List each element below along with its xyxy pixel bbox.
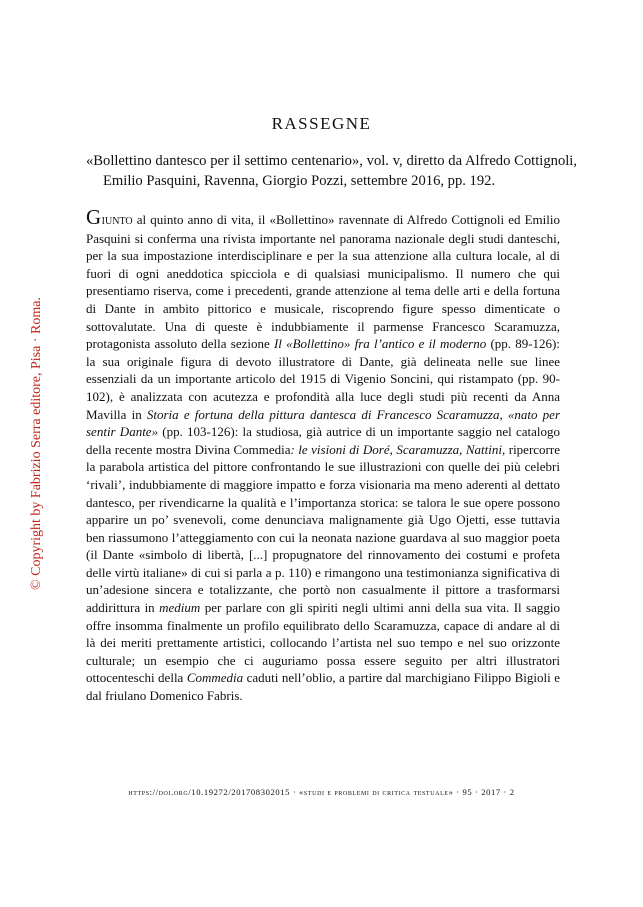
italic-run: Il «Bollettino» fra l’antico e il moderno [273,336,487,352]
section-title: RASSEGNE [271,114,372,133]
text-run: (pp. 89-126): la sua originale figura di devoto illustratore di Dante, già delineata nelle sue linee essenziali da un importante articolo del 1915 di Vigenio Soncini, qui ristampato (pp. 90-102), è analizzata con acutezza e profondità alla luce degli studi più recenti da Anna Mavilla in [86,336,560,422]
text-run: al quinto anno di vita, il «Bollettino» ravennate di Alfredo Cottignoli ed Emilio Pasquini si conferma una rivista importante nel panorama nazionale degli studi danteschi, per la sua impostazione interdisciplinare e per la sua attenzione alla cultura locale, al di fuori di ogni aneddotica spicciola e di qualsiasi municipalismo. Il numero che qui presentiamo riserva, come i precedenti, grande attenzione al tema delle arti e della fortuna di Dante in ambito pittorico e musicale, riscoprendo figure spesso dimenticate o sottovalutate. Una di queste è indubbiamente il parmense Francesco Scaramuzza, protagonista assoluto della sezione [86,212,560,352]
italic-run: Storia e fortuna della pittura dantesca di Francesco Scaramuzza, «nato per sentir Dante» [86,406,560,440]
copyright-watermark: © Copyright by Fabrizio Serra editore, Pisa · Roma. [29,297,44,590]
dropcap-rest: iunto [101,213,133,228]
text-run: caduti nell’oblio, a partire dal marchigiano Filippo Bigioli e dal friulano Domenico Fabris. [86,670,561,704]
text-run: (pp. 103-126): la studiosa, già autrice di un importante saggio nel catalogo della recente mostra Divina Commedia [86,424,560,457]
review-paragraph [86,205,561,705]
italic-run: : le visioni di Doré, Scaramuzza, Nattini [290,441,503,457]
page-footer: https://doi.org/10.19272/201708302015 · «studi e problemi di critica testuale» · 95 · 2017 · 2 [128,787,515,797]
text-run: per parlare con gli spiriti negli ultimi anni della sua vita. Il saggio offre insomma finalmente un profilo equilibrato dello Scaramuzza, capace di andare al di là dei meriti prettamente artistici, collocando l’artista nel suo tempo e nel suo orizzonte culturale; un esempio che ci auguriamo possa essere seguito per altri illustratori ottocenteschi della [86,600,560,686]
italic-run: Commedia [186,670,244,686]
dropcap-letter: G [86,205,102,229]
text-run: , ripercorre la parabola artistica del pittore confrontando le sue illustrazioni con quelle dei più celebri ‘rivali’, indubbiamente di maggiore impatto e forza visionaria ma meno aderenti al dettato dantesco, per rivendicarne la qualità e l’importanza storica: se talora le sue opere possono apparire un po’ svenevoli, come denunciava malignamente già Ugo Ojetti, esse tuttavia ben riassumono l’atteggiamento con cui la neonata nazione guardava al suo maggior poeta (il Dante «simbolo di libertà, [...] propugnatore del rinnovamento dei costumi e profeta delle virtù italiane» di cui si parla a p. 110) e rimangono una testimonianza significativa di un’adesione sincera e totalizzante, che portò non casualmente il pittore a trasformarsi addirittura in [86,441,560,616]
italic-run: medium [159,600,201,616]
bibliographic-citation: «Bollettino dantesco per il settimo centenario», vol. v, diretto da Alfredo Cottignoli, Emilio Pasquini, Ravenna, Giorgio Pozzi, settembre 2016, pp. 192. [86,153,577,189]
